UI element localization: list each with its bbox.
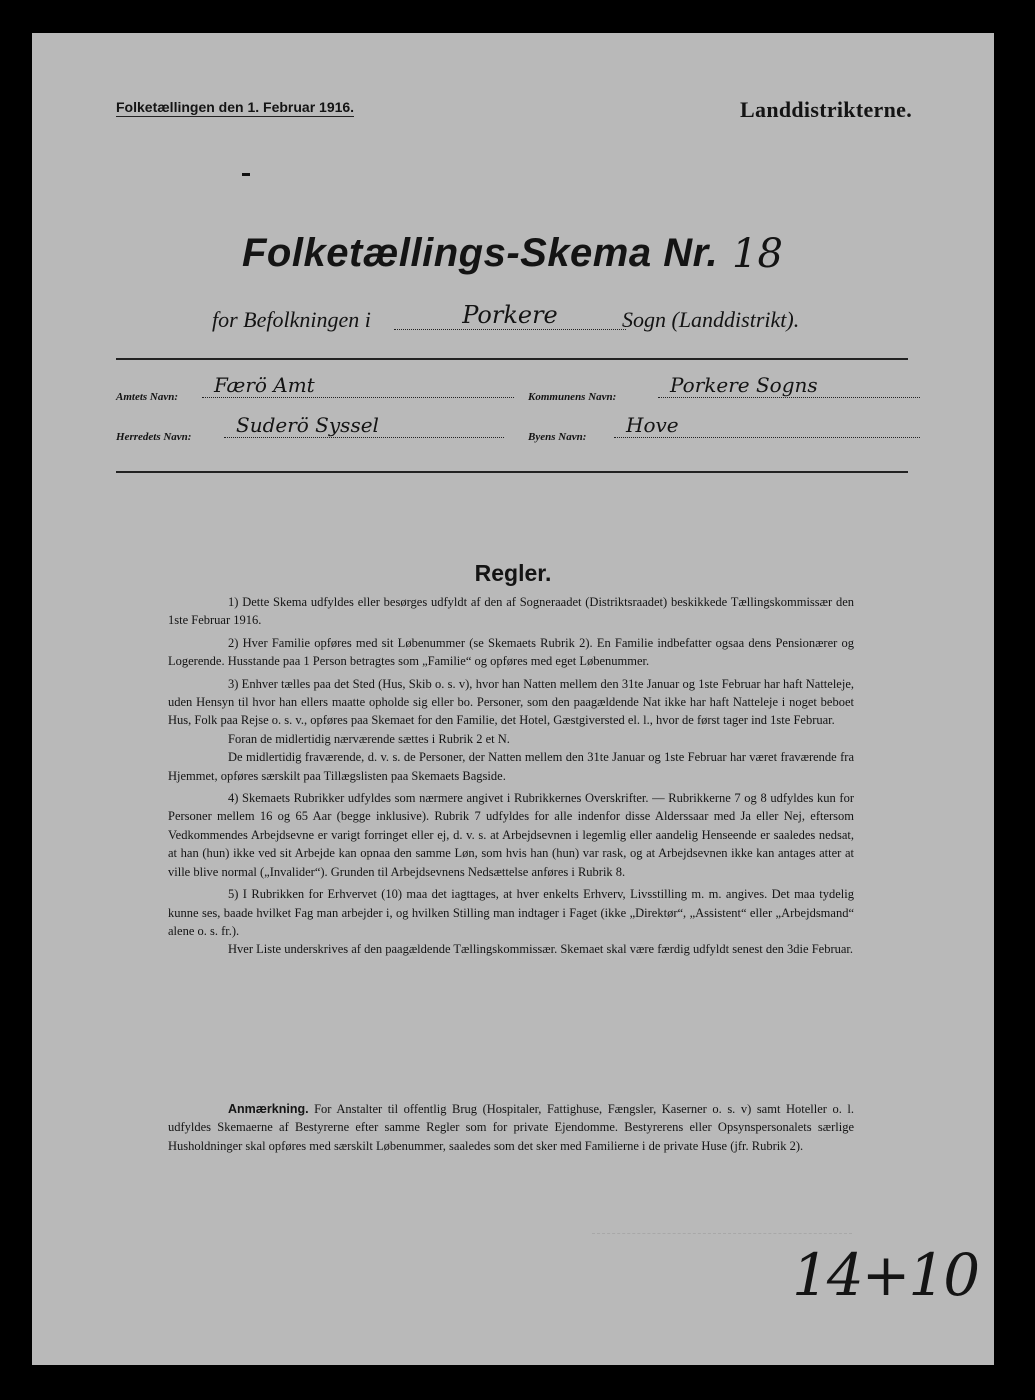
amt-label: Amtets Navn: [116, 391, 179, 403]
remark-label: Anmærkning. [228, 1102, 309, 1116]
rules-body [168, 593, 854, 963]
herred-value: Suderö Syssel [224, 413, 504, 438]
by-value: Hove [614, 413, 920, 438]
census-date-header: Folketællingen den 1. Februar 1916. [116, 99, 355, 115]
sogn-suffix: Sogn (Landdistrikt). [622, 307, 800, 332]
form-number: 18 [732, 231, 783, 277]
form-title: Folketællings-Skema Nr. [242, 231, 719, 275]
kommune-label: Kommunens Navn: [528, 391, 617, 403]
population-prefix: for Befolkningen i [212, 307, 371, 332]
herred-label: Herredets Navn: [116, 431, 192, 443]
rule-5: 5) I Rubrikken for Erhvervet (10) maa det iagttages, at hver enkelts Erhverv, Livsstilling m. m. angives. Det maa tydelig kunne ses, baade hvilket Fag man arbejder i, og hvilken Stilling man indtager i Faget (ikke „Direktør“, „Assistent“ eller „Arbejdsmand“ alene o. s. fr.). [168, 887, 854, 938]
remark-paragraph [168, 1100, 854, 1155]
amt-value: Færö Amt [202, 373, 514, 398]
district-type-header: Landdistrikterne. [740, 97, 912, 122]
remark-text: For Anstalter til offentlig Brug (Hospitaler, Fattighuse, Fængsler, Kaserner o. s. v) samt Hoteller o. l. udfyldes Skemaerne af Bestyrerne efter samme Regler som for private Ejendomme. Bestyrerens eller Opsynspersonalets særlige Husholdninger skal opføres med særskilt Løbenummer, saaledes som det sker med Familierne i de private Huse (jfr. Rubrik 2). [168, 1102, 854, 1153]
rule-4: 4) Skemaets Rubrikker udfyldes som nærmere angivet i Rubrikkernes Overskrifter. — Rubrikkerne 7 og 8 udfyldes kun for Personer mellem 16 og 65 Aar (begge inklusive). Rubrik 7 udfyldes for alle indenfor disse Alderssaar med Ja eller Nej, eftersom Vedkommendes Arbejdsevne er varigt forringet eller ej, d. v. s. at Arbejdsevnen i legemlig eller aandelig Henseende er saaledes nedsat, at han (hun) ikke ved sit Arbejde kan opnaa den samme Løn, som hvis han (hun) var rask, og at Arbejdsevnen ikke kan antages atter at ville blive normal („Invalider“). Grunden til Arbejdsevnens Nedsættelse anføres i Rubrik 8. [168, 791, 854, 879]
rule-3-present: Foran de midlertidig nærværende sættes i Rubrik 2 et N. [228, 731, 510, 746]
rule-1: 1) Dette Skema udfyldes eller besørges udfyldt af den af Sogneraadet (Distriktsraadet) beskikkede Tællingskommissær den 1ste Februar 1916. [168, 595, 854, 628]
rule-3-absent: De midlertidig fraværende, d. v. s. de Personer, der Natten mellem den 31te Januar og 1ste Februar har været fraværende fra Hjemmet, opføres særskilt paa Tillægslisten paa Skemaets Bagside. [168, 750, 854, 783]
rule-2: 2) Hver Familie opføres med sit Løbenummer (se Skemaets Rubrik 2). En Familie indbefatter ogsaa dens Pensionærer og Logerende. Husstande paa 1 Person betragtes som „Familie“ og opføres med eget Løbenummer. [168, 635, 854, 669]
rules-heading: Regler. [474, 560, 552, 586]
ink-mark [242, 173, 250, 176]
rule-5-signature: Hver Liste underskrives af den paagældende Tællingskommissær. Skemaet skal være færdig udfyldt senest den 3die Februar. [228, 942, 853, 957]
by-label: Byens Navn: [528, 431, 587, 443]
handwritten-annotation: 14+10 [792, 1241, 979, 1309]
sogn-value: Porkere [394, 301, 626, 330]
rule-3: 3) Enhver tælles paa det Sted (Hus, Skib o. s. v), hvor han Natten mellem den 31te Januar og 1ste Februar har haft Natteleje, uden Hensyn til hvor han ellers maatte opholde sig eller bo. Personer, som den paagældende Nat ikke har haft Natteleje i noget beboet Hus, Folk paa Rejse o. s. v., opføres paa Skemaet for den Familie, det Hotel, Gæstgiversted el. l., hvor de først tager ind 1ste Februar. [168, 676, 854, 728]
divider-bottom [116, 471, 908, 473]
kommune-value: Porkere Sogns [658, 373, 920, 398]
divider-top [116, 358, 908, 360]
census-form-page [32, 33, 994, 1365]
